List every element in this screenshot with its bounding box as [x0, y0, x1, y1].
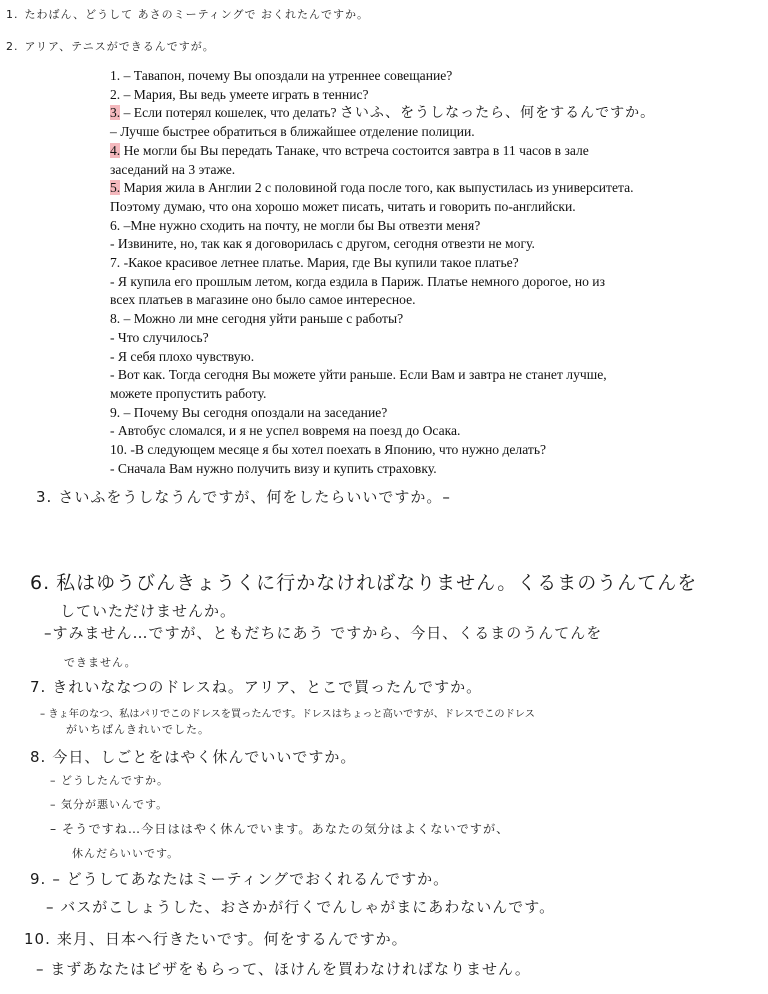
handwritten-line: – まずあなたはビザをもらって、ほけんを買わなければなりません。	[36, 960, 531, 978]
typed-line: всех платьев в магазине оно было самое интересное.	[110, 292, 416, 308]
top-note-1	[6, 6, 369, 22]
handwritten-line: – バスがこしょうした、おさかが行くでんしゃがまにあわないんです。	[46, 898, 556, 916]
answer-text: 私はゆうびんきょうくに行かなければなりません。くるまのうんてんを	[56, 572, 698, 594]
answer-text: 今日、しごとをはやく休んでいいですか。	[52, 748, 357, 766]
answer-number: 6.	[30, 572, 51, 594]
handwritten-answer-6	[30, 568, 697, 595]
typed-line: 8. – Можно ли мне сегодня уйти раньше с работы?	[110, 311, 404, 327]
typed-line: - Автобус сломался, и я не успел вовремя на поезд до Осака.	[110, 423, 461, 439]
typed-line: 9. – Почему Вы сегодня опоздали на заседание?	[110, 404, 388, 420]
typed-line: 6. –Мне нужно сходить на почту, не могли бы Вы отвезти меня?	[110, 217, 481, 233]
typed-line: 2. – Мария, Вы ведь умеете играть в теннис?	[110, 86, 369, 102]
answer-text: 来月、日本へ行きたいです。何をするんですか。	[56, 930, 408, 948]
handwritten-answer-8	[30, 746, 356, 767]
typed-line: - Я купила его прошлым летом, когда ездила в Париж. Платье немного дорогое, но из	[110, 273, 605, 289]
handwritten-answer-10	[24, 928, 408, 949]
handwritten-line: – きょ年のなつ、私はパリでこのドレスを買ったんです。ドレスはちょっと高いですが、ドレスでこのドレス	[40, 709, 535, 720]
typed-line: – Лучше быстрее обратиться в ближайшее отделение полиции.	[110, 124, 475, 140]
typed-line: 1. – Тавапон, почему Вы опоздали на утреннее совещание?	[110, 68, 453, 83]
highlighted-number: 5.	[110, 180, 121, 196]
handwritten-line: 休んだらいいです。	[72, 847, 180, 860]
handwritten-line: していただけませんか。	[60, 602, 237, 620]
handwritten-line: – どうしたんですか。	[50, 774, 169, 787]
note-text: たわばん、どうして あさのミーティングで おくれたんですか。	[24, 8, 370, 21]
answer-text: きれいななつのドレスね。アリア、とこで買ったんですか。	[52, 678, 483, 696]
typed-line: 5. Мария жила в Англии 2 с половиной года после того, как выпустилась из университета.	[110, 180, 634, 196]
handwritten-answer-3	[36, 486, 451, 507]
typed-line: - Я себя плохо чувствую.	[110, 348, 255, 364]
answer-number: 3.	[36, 488, 53, 506]
typed-line: 3. – Если потерял кошелек, что делать? さいふ、をうしなったら、何をするんですか。	[110, 105, 656, 122]
handwritten-line: がいちばんきれいでした。	[66, 723, 210, 736]
answer-number: 8.	[30, 748, 47, 766]
highlighted-number: 3.	[110, 105, 121, 121]
typed-line: 4. Не могли бы Вы передать Танаке, что встреча состоится завтра в 11 часов в зале	[110, 142, 589, 158]
highlighted-number: 4.	[110, 142, 121, 158]
answer-number: 7.	[30, 678, 47, 696]
typed-line: 10. -В следующем месяце я бы хотел поехать в Японию, что нужно делать?	[110, 442, 547, 458]
note-number: 1.	[6, 8, 19, 21]
typed-line: - Что случилось?	[110, 329, 209, 345]
inline-handwritten-note: さいふ、をうしなったら、何をするんですか。	[339, 105, 656, 122]
answer-number: 9.	[30, 870, 47, 888]
typed-line: - Извините, но, так как я договорилась с другом, сегодня отвезти не могу.	[110, 236, 535, 252]
handwritten-line: –すみません…ですが、ともだちにあう ですから、今日、くるまのうんてんを	[44, 624, 603, 642]
note-text: アリア、テニスができるんですが。	[24, 40, 215, 53]
handwritten-line: – そうですね…今日ははやく休んでいます。あなたの気分はよくないですが、	[50, 822, 510, 836]
handwritten-answer-7	[30, 676, 482, 697]
answer-number: 10.	[24, 930, 51, 948]
answer-text: さいふをうしなうんですが、何をしたらいいですか。–	[58, 488, 451, 506]
handwritten-answer-9	[30, 868, 449, 889]
answer-text: – どうしてあなたはミーティングでおくれるんですか。	[52, 870, 450, 888]
typed-line: можете пропустить работу.	[110, 385, 267, 401]
handwritten-line: できません。	[64, 656, 137, 669]
typed-line: - Вот как. Тогда сегодня Вы можете уйти раньше. Если Вам и завтра не станет лучше,	[110, 367, 607, 383]
typed-line: Поэтому думаю, что она хорошо может писать, читать и говорить по-английски.	[110, 198, 576, 214]
handwritten-line: – 気分が悪いんです。	[50, 798, 169, 811]
typed-russian-text	[110, 67, 710, 478]
typed-line: - Сначала Вам нужно получить визу и купить страховку.	[110, 460, 437, 476]
typed-line: 7. -Какое красивое летнее платье. Мария, где Вы купили такое платье?	[110, 255, 519, 271]
typed-line: заседаний на 3 этаже.	[110, 161, 236, 177]
note-number: 2.	[6, 40, 19, 53]
top-note-2	[6, 38, 215, 54]
